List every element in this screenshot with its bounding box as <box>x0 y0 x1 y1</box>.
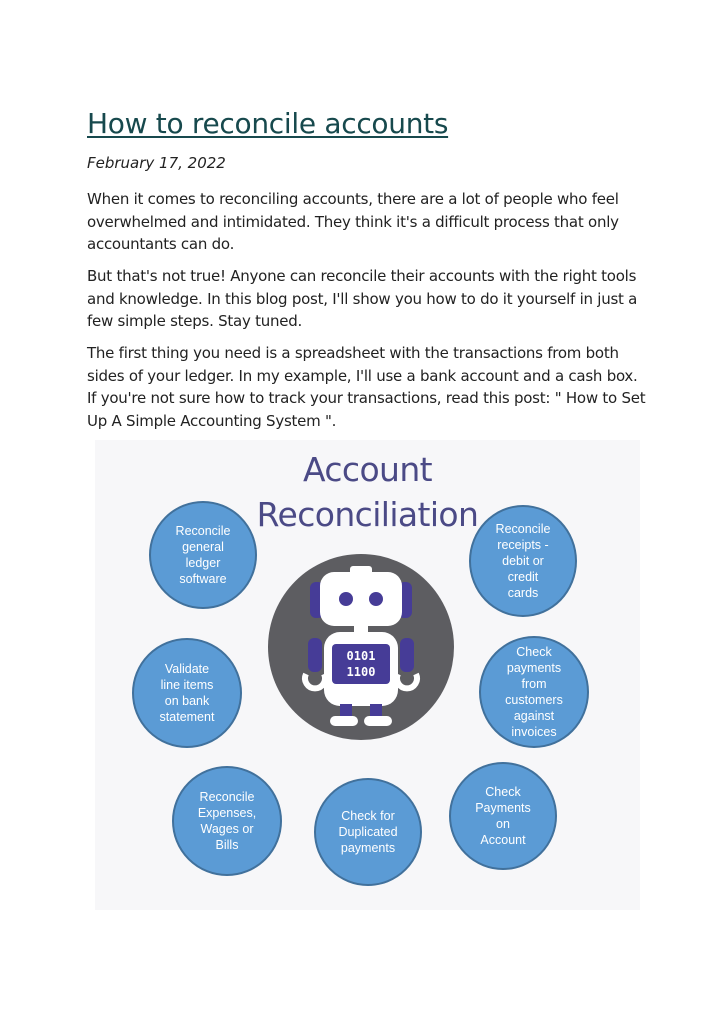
account-reconciliation-infographic <box>95 440 640 910</box>
step-check-duplicated-payments: Check for Duplicated payments <box>314 778 422 886</box>
step-validate-line-items: Validate line items on bank statement <box>132 638 242 748</box>
paragraph-reassurance: But that's not true! Anyone can reconcile their accounts with the right tools and knowledge. In this blog post, I'll show you how to do it yourself in just a few simple steps. Stay tuned. <box>87 267 638 330</box>
step-reconcile-receipts: Reconcile receipts - debit or credit cards <box>469 505 577 617</box>
step-check-payments-from-customers: Check payments from customers against invoices <box>479 636 589 748</box>
paragraph-intro: When it comes to reconciling accounts, there are a lot of people who feel overwhelmed and intimidated. They think it's a difficult process that only accountants can do. <box>87 190 619 253</box>
paragraph-first-step: The first thing you need is a spreadsheet with the transactions from both sides of your ledger. In my example, I'll use a bank account and a cash box. If you're not sure how to track your transactions, read this post: " How to Set Up A Simple Accounting System ". <box>87 344 646 430</box>
robot-illustration <box>268 554 454 740</box>
step-reconcile-expenses: Reconcile Expenses, Wages or Bills <box>172 766 282 876</box>
infographic-title-line-2: Reconciliation <box>256 495 479 534</box>
robot-chest-line-1: 0101 <box>346 649 376 663</box>
step-check-payments-on-account: Check Payments on Account <box>449 762 557 870</box>
robot-chest-line-2: 1100 <box>346 665 376 679</box>
post-date: February 17, 2022 <box>87 154 226 172</box>
step-reconcile-general-ledger: Reconcile general ledger software <box>149 501 257 609</box>
page-title[interactable]: How to reconcile accounts <box>87 107 449 140</box>
robot-icon <box>268 554 454 740</box>
infographic-title-line-1: Account <box>302 450 433 489</box>
